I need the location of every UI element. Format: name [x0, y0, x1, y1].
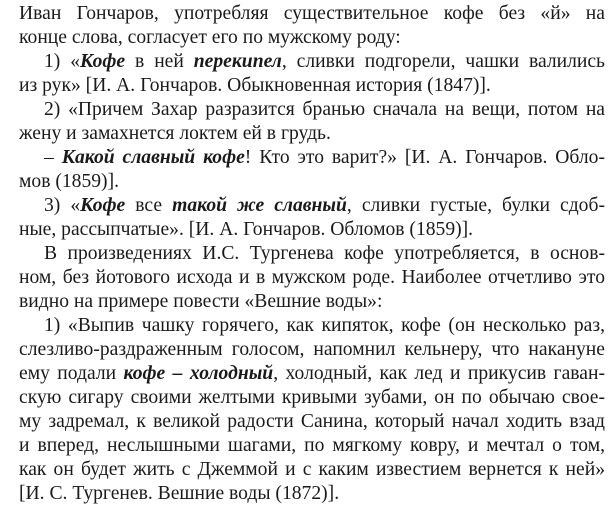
- quote-line: жену и замахнется локтем ей в грудь.: [19, 123, 331, 144]
- quote-line: скую сигару своими желтыми кривыми зубами, он по обычаю свое-: [19, 387, 605, 408]
- emphasis-text: Кофе: [80, 51, 126, 72]
- text-span: ему подали: [19, 363, 124, 384]
- text-line: Иван Гончаров, употребляя существительное кофе без «й» на: [19, 3, 605, 24]
- quote-line: му задремал, к великой радости Санина, который начал ходить взад: [19, 411, 605, 432]
- text-line: В произведениях И.С. Тургенева кофе употребляется, в основ-: [44, 243, 605, 264]
- text-span: , холодный, как лед и прикусив гаван-: [273, 363, 605, 384]
- quote-line: 2) «Причем Захар разразится бранью сначала на вещи, потом на: [44, 99, 605, 120]
- quote-line: [И. С. Тургенев. Вешние воды (1872)].: [19, 483, 340, 504]
- quote-line: 1) «Выпив чашку горячего, как кипяток, кофе (он несколько раз,: [44, 315, 605, 336]
- text-span: , сливки подгорели, чашки валились: [281, 51, 605, 72]
- emphasis-text: Кофе: [80, 195, 126, 216]
- text-line: видно на примере повести «Вешние воды»:: [19, 291, 383, 312]
- emphasis-text: такой же славный: [172, 195, 347, 216]
- emphasis-text: Какой славный кофе: [61, 147, 245, 168]
- text-span: ! Кто это варит?» [И. А. Гончаров. Обло-: [244, 147, 605, 168]
- quote-line: слезливо-раздраженным голосом, напомнил кельнеру, что накануне: [19, 339, 605, 360]
- text-line: ном, без йотового исхода и в мужском роде. Наиболее отчетливо это: [19, 267, 605, 288]
- quote-line: ные, рассыпчатые». [И. А. Гончаров. Обломов (1859)].: [19, 219, 474, 240]
- quote-line: и вперед, неслышными шагами, по мягкому ковру, и мечтал о том,: [19, 435, 605, 456]
- text-span: в ней: [125, 51, 194, 72]
- quote-line: [19, 362, 605, 386]
- text-span: –: [44, 147, 62, 168]
- quote-line: [19, 50, 605, 74]
- emphasis-text: кофе – холодный: [123, 363, 274, 384]
- text-span: , сливки густые, булки сдоб-: [346, 195, 605, 216]
- quote-line: как он будет жить с Джеммой и с каким известием вернется к ней»: [19, 459, 605, 480]
- text-span: все: [125, 195, 173, 216]
- text-span: 3) «: [44, 195, 81, 216]
- quote-line: мов (1859)].: [19, 171, 120, 192]
- quote-line: [44, 194, 605, 218]
- text-span: 1) «: [44, 51, 81, 72]
- text-line: конце слова, согласует его по мужскому роду:: [19, 27, 401, 48]
- quote-line: из рук» [И. А. Гончаров. Обыкновенная история (1847)].: [19, 75, 491, 96]
- quote-line: [44, 146, 605, 170]
- emphasis-text: перекипел: [193, 51, 282, 72]
